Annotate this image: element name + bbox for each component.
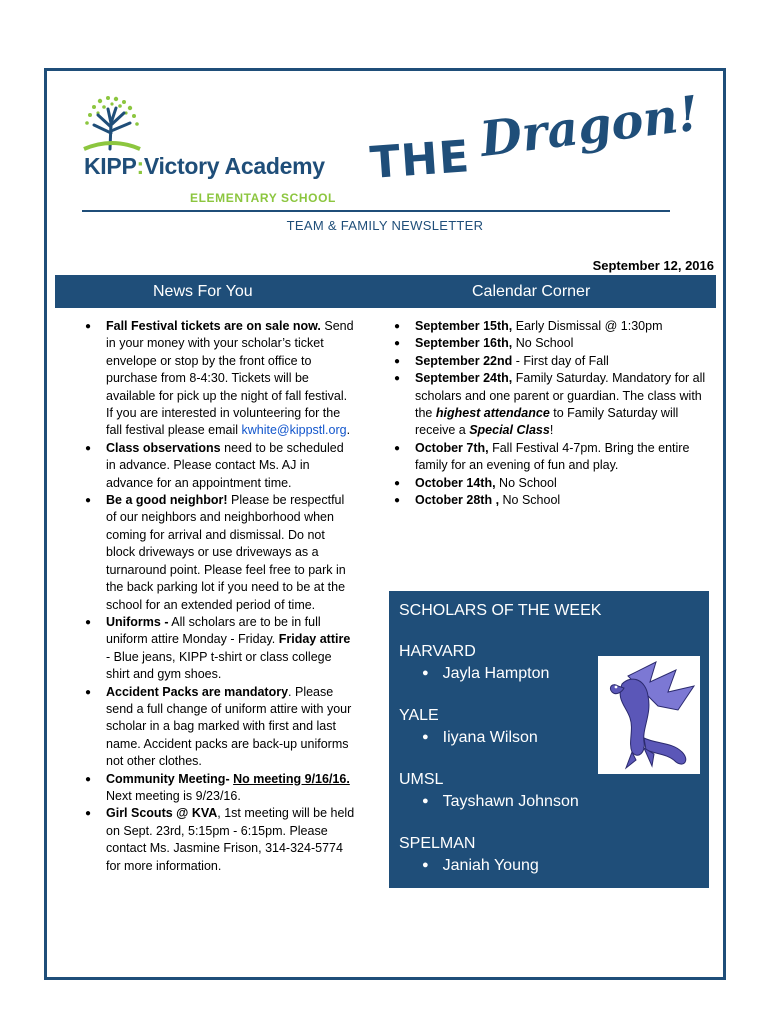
scholar-name: ● Tayshawn Johnson <box>422 793 579 811</box>
masthead-the: THE <box>368 131 472 189</box>
calendar-section-title: Calendar Corner <box>472 283 591 300</box>
scholars-title: SCHOLARS OF THE WEEK <box>399 602 602 619</box>
section-header-bar <box>55 275 716 308</box>
scholar-name: ● Iiyana Wilson <box>422 729 538 747</box>
school-name-kipp: KIPP <box>84 153 137 179</box>
college-label: UMSL <box>399 771 444 788</box>
list-item: ● September 15th, Early Dismissal @ 1:30pm <box>394 318 714 335</box>
scholar-name: ● Jayla Hampton <box>422 665 549 683</box>
list-item: ● September 22nd - First day of Fall <box>394 353 714 370</box>
news-section-title: News For You <box>153 283 253 300</box>
news-column <box>85 318 355 875</box>
college-label: YALE <box>399 707 439 724</box>
list-item: ● September 24th, Family Saturday. Mandatory for all scholars and one parent or guardian. The class with the highest attendance to Family Saturday will receive a Special Class! <box>394 370 714 440</box>
dragon-image <box>598 656 700 774</box>
issue-date: September 12, 2016 <box>592 258 714 273</box>
college-label: HARVARD <box>399 643 476 660</box>
calendar-column <box>394 318 714 509</box>
list-item: ● Fall Festival tickets are on sale now. Send in your money with your scholar’s ticket envelope or stop by the front office to purchase from 8-4:30. Tickets will be available for pick up the night of fall festival. If you are interested in volunteering for the fall festival please email kwhite@kippstl.org. <box>85 318 355 440</box>
list-item: ● Uniforms - All scholars are to be in full uniform attire Monday - Friday. Friday attire - Blue jeans, KIPP t-shirt or class college shirt and gym shoes. <box>85 614 355 684</box>
list-item: ● September 16th, No School <box>394 335 714 352</box>
list-item: ● October 28th , No School <box>394 492 714 509</box>
email-link[interactable]: kwhite@kippstl.org <box>241 423 347 438</box>
tree-logo-icon <box>80 93 144 151</box>
college-label: SPELMAN <box>399 835 476 852</box>
school-name-academy: Victory Academy <box>143 153 325 179</box>
list-item: ● Community Meeting- No meeting 9/16/16. Next meeting is 9/23/16. <box>85 771 355 806</box>
scholar-name: ● Janiah Young <box>422 857 539 875</box>
school-name: KIPP:Victory Academy <box>84 153 325 179</box>
list-item: ● October 14th, No School <box>394 475 714 492</box>
list-item: ● Accident Packs are mandatory. Please send a full change of uniform attire with your scholar in a bag marked with first and last name. Accident packs are back-up uniforms not other clothes. <box>85 684 355 771</box>
list-item: ● Girl Scouts @ KVA, 1st meeting will be held on Sept. 23rd, 5:15pm - 6:15pm. Please contact Ms. Jasmine Frison, 314-324-5774 for more information. <box>85 805 355 875</box>
list-item: ● October 7th, Fall Festival 4-7pm. Bring the entire family for an evening of fun and play. <box>394 440 714 475</box>
school-subtitle: ELEMENTARY SCHOOL <box>190 191 336 205</box>
list-item: ● Class observations need to be scheduled in advance. Please contact Ms. AJ in advance for an appointment time. <box>85 440 355 492</box>
masthead-dragon: Dragon! <box>477 85 702 168</box>
list-item: ● Be a good neighbor! Please be respectful of our neighbors and neighborhood when coming for arrival and dismissal. Do not block driveways or use driveways as a turnaround point. Please feel free to park in the back parking lot if you need to be at the school for an extended period of time. <box>85 492 355 614</box>
school-logo <box>80 93 362 208</box>
newsletter-title: TEAM & FAMILY NEWSLETTER <box>286 218 484 233</box>
header-divider <box>82 210 670 212</box>
